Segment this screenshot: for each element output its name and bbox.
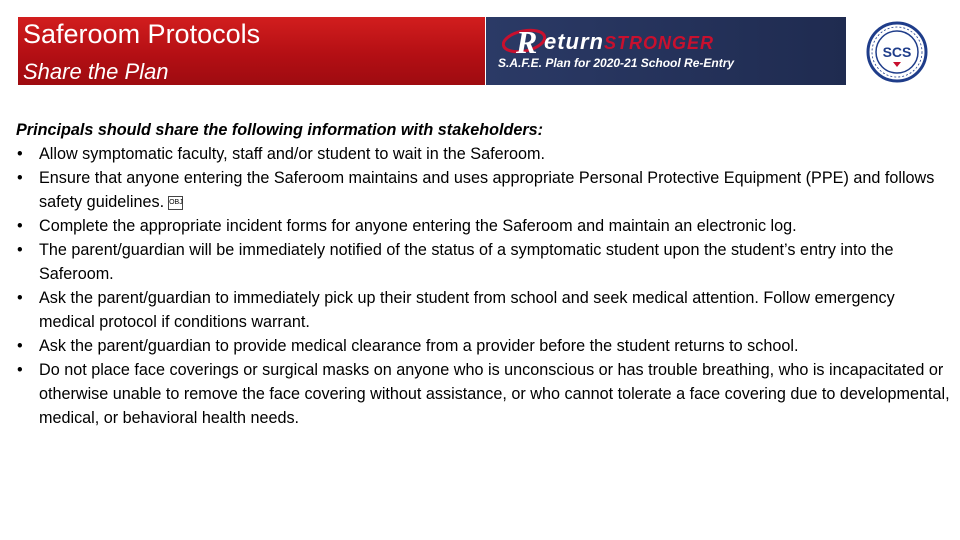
scs-seal-icon (866, 21, 928, 83)
list-item (16, 166, 951, 214)
list-item-text: Ensure that anyone entering the Saferoom maintains and uses appropriate Personal Protective Equipment (PPE) and follows safety guidelines. (39, 169, 935, 211)
object-placeholder-icon: OBJ (168, 196, 183, 210)
page-subtitle: Share the Plan (23, 59, 169, 84)
lead-text: Principals should share the following information with stakeholders: (16, 121, 544, 139)
logo-letter: R (516, 24, 538, 59)
banner-wordmark (544, 29, 714, 55)
list-item (16, 358, 951, 430)
list-item-text: Allow symptomatic faculty, staff and/or student to wait in the Saferoom. (39, 145, 545, 163)
list-item-text: Ask the parent/guardian to immediately pick up their student from school and seek medical attention. Follow emergency medical protocol if conditions warrant. (39, 289, 895, 331)
return-stronger-banner (486, 17, 954, 85)
list-item-text: Ask the parent/guardian to provide medical clearance from a provider before the student returns to school. (39, 337, 799, 355)
banner-word-return: eturn (544, 29, 604, 54)
list-item-text: The parent/guardian will be immediately notified of the status of a symptomatic student upon the student’s entry into the Saferoom. (39, 241, 894, 283)
title-block (18, 17, 485, 85)
list-item-text: Complete the appropriate incident forms for anyone entering the Saferoom and maintain an electronic log. (39, 217, 797, 235)
seal-text: SCS (882, 44, 912, 60)
banner-word-stronger: STRONGER (604, 33, 715, 53)
list-item (16, 214, 951, 238)
list-item (16, 334, 951, 358)
protocol-list (16, 142, 951, 430)
list-item (16, 238, 951, 286)
content-body (16, 118, 951, 430)
banner-tagline: S.A.F.E. Plan for 2020-21 School Re-Entry (498, 56, 735, 70)
list-item (16, 286, 951, 334)
return-stronger-r-logo (502, 23, 548, 59)
list-item (16, 142, 951, 166)
page-title: Saferoom Protocols (23, 19, 261, 49)
list-item-text: Do not place face coverings or surgical masks on anyone who is unconscious or has trouble breathing, who is incapacitated or otherwise unable to remove the face covering without assistance, or who cannot tolerate a face covering due to developmental, medical, or behavioral health needs. (39, 361, 950, 427)
